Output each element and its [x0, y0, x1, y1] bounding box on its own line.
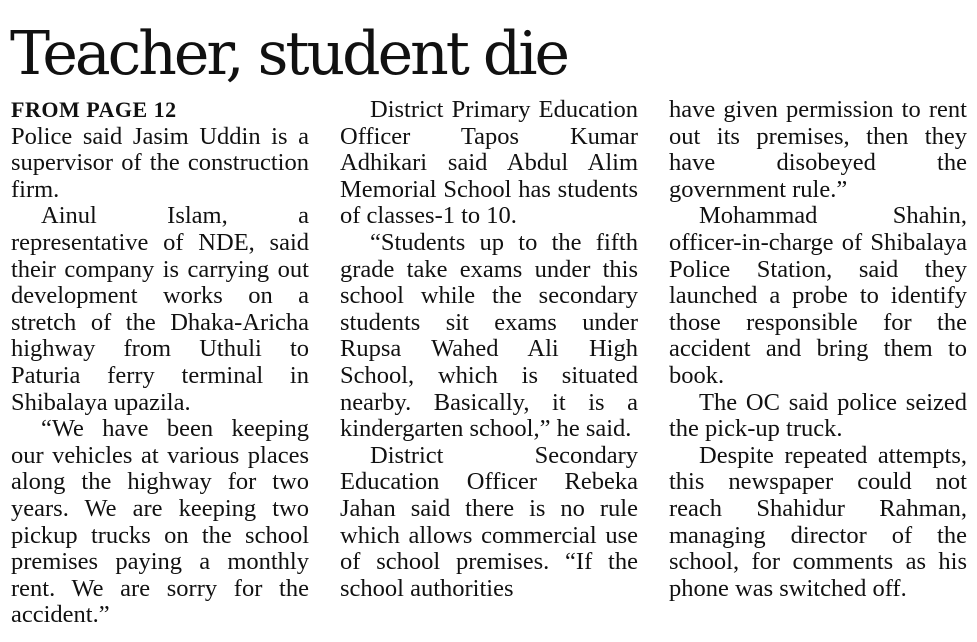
- paragraph: The OC said police seized the pick-up truck.: [669, 388, 967, 443]
- paragraph: Police said Jasim Uddin is a supervisor of the construction firm.: [11, 122, 309, 203]
- headline: Teacher, student die: [10, 19, 568, 89]
- paragraph: District Secondary Education Officer Rebeka Jahan said there is no rule which allows commercial use of school premises. “If the school authorities: [340, 441, 638, 602]
- article-column-1: [11, 97, 309, 629]
- article-column-3: [669, 97, 967, 602]
- continuation-kicker: FROM PAGE 12: [11, 97, 177, 122]
- paragraph: have given permission to rent out its premises, then they have disobeyed the government rule.”: [669, 96, 967, 203]
- paragraph: “Students up to the fifth grade take exams under this school while the secondary students sit exams under Rupsa Wahed Ali High School, which is situated nearby. Basically, it is a kindergarten school,” he said.: [340, 228, 638, 443]
- paragraph: Ainul Islam, a representative of NDE, said their company is carrying out development works on a stretch of the Dhaka-Aricha highway from Uthuli to Paturia ferry terminal in Shibalaya upazila.: [11, 202, 309, 416]
- paragraph: “We have been keeping our vehicles at various places along the highway for two years. We are keeping two pickup trucks on the school premises paying a monthly rent. We are sorry for the accident.”: [11, 415, 309, 629]
- paragraph: Despite repeated attempts, this newspaper could not reach Shahidur Rahman, managing director of the school, for comments as his phone was switched off.: [669, 441, 967, 602]
- paragraph: District Primary Education Officer Tapos Kumar Adhikari said Abdul Alim Memorial School has students of classes-1 to 10.: [340, 96, 638, 230]
- paragraph: Mohammad Shahin, officer-in-charge of Shibalaya Police Station, said they launched a probe to identify those responsible for the accident and bring them to book.: [669, 202, 967, 389]
- article-column-2: [340, 97, 638, 602]
